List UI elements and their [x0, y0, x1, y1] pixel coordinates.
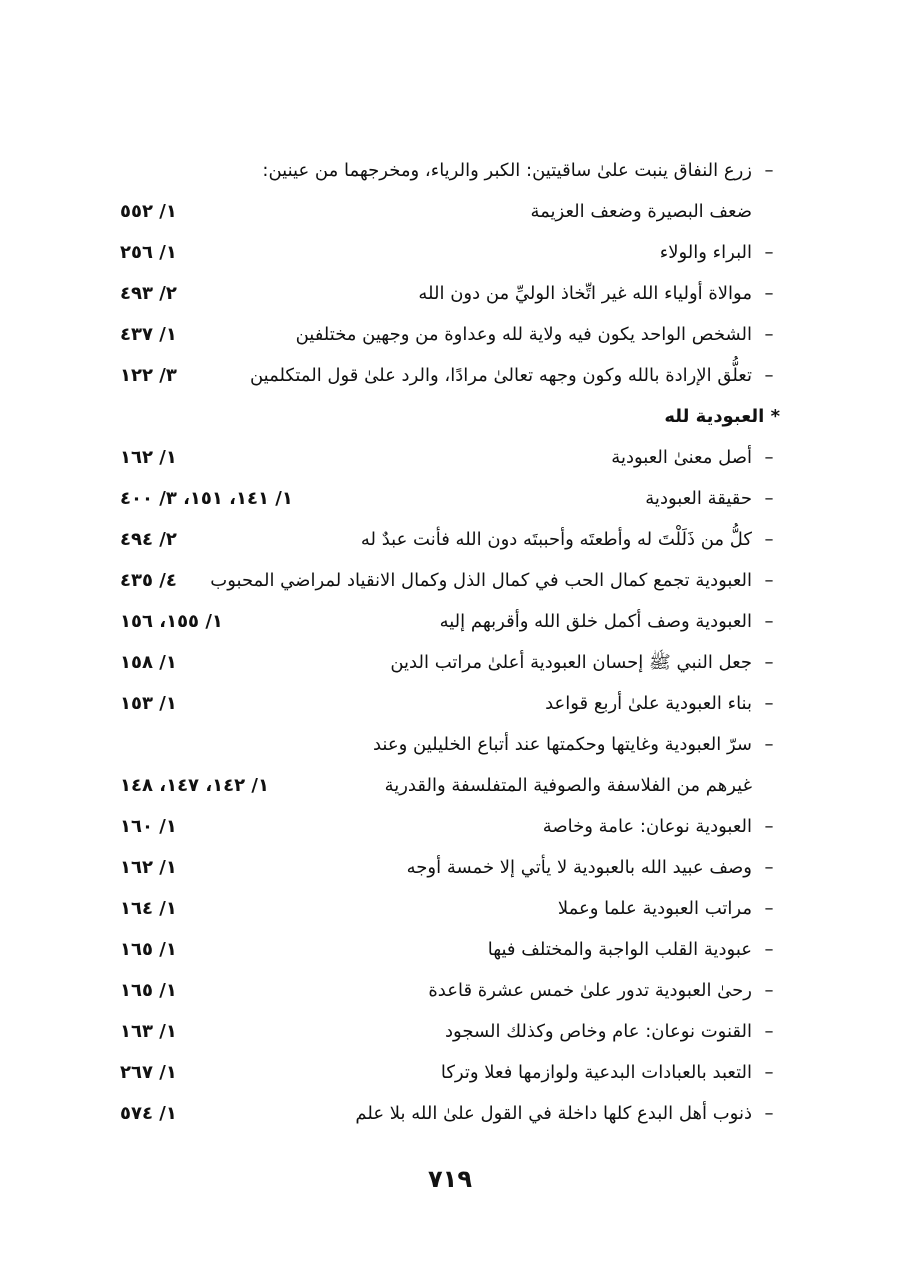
entry-text: حقيقة العبودية	[645, 488, 752, 509]
entry-text: موالاة أولياء الله غير اتِّخاذ الوليِّ من دون الله	[418, 283, 752, 304]
entry-page-ref: ١/ ١٦٥	[120, 939, 177, 960]
entry-dash: –	[764, 734, 774, 755]
entry-page-ref: ٢/ ٤٩٤	[120, 529, 177, 550]
index-entry	[120, 806, 780, 847]
index-entry	[120, 642, 780, 683]
entry-dash: –	[764, 529, 774, 550]
entry-dash: –	[764, 488, 774, 509]
entry-page-ref: ١/ ١٥٥، ١٥٦	[120, 611, 223, 632]
index-entry	[120, 1052, 780, 1093]
index-entry	[120, 273, 780, 314]
entry-dash: –	[764, 365, 774, 386]
entry-text: كلُّ من ذَلَلْتَ له وأطعتَه وأحببتَه دون الله فأنت عبدٌ له	[360, 529, 752, 550]
entry-dash: –	[764, 816, 774, 837]
entry-text: بناء العبودية علىٰ أربع قواعد	[545, 693, 752, 714]
index-entry	[120, 355, 780, 396]
entry-page-ref: ٤/ ٤٣٥	[120, 570, 177, 591]
entry-page-ref: ١/ ١٦٢	[120, 447, 177, 468]
entry-text: التعبد بالعبادات البدعية ولوازمها فعلا وتركا	[440, 1062, 752, 1083]
entry-page-ref: ١/ ١٦٤	[120, 898, 177, 919]
entry-text: العبودية تجمع كمال الحب في كمال الذل وكمال الانقياد لمراضي المحبوب	[210, 570, 752, 591]
index-entry	[120, 232, 780, 273]
entry-text: العبودية وصف أكمل خلق الله وأقربهم إليه	[439, 611, 752, 632]
index-entry	[120, 888, 780, 929]
entry-text: زرع النفاق ينبت علىٰ ساقيتين: الكبر والرياء، ومخرجهما من عينين:	[262, 160, 752, 181]
entry-text: عبودية القلب الواجبة والمختلف فيها	[487, 939, 752, 960]
heading-star: *	[770, 406, 780, 427]
index-entry	[120, 847, 780, 888]
entry-text: تعلُّق الإرادة بالله وكون وجهه تعالىٰ مرادًا، والرد علىٰ قول المتكلمين	[249, 365, 752, 386]
entry-dash: –	[764, 611, 774, 632]
entry-dash: –	[764, 693, 774, 714]
entry-dash: –	[764, 447, 774, 468]
entry-dash: –	[764, 1021, 774, 1042]
entry-page-ref: ١/ ١٥٨	[120, 652, 177, 673]
entry-dash: –	[764, 980, 774, 1001]
entry-page-ref: ١/ ٢٥٦	[120, 242, 177, 263]
heading-label: العبودية لله	[664, 406, 765, 427]
index-entry	[120, 314, 780, 355]
entry-page-ref: ١/ ١٤١، ١٥١، ٣/ ٤٠٠	[120, 488, 293, 509]
entry-page-ref: ١/ ١٥٣	[120, 693, 177, 714]
entry-text: القنوت نوعان: عام وخاص وكذلك السجود	[445, 1021, 752, 1042]
entry-text: العبودية نوعان: عامة وخاصة	[542, 816, 752, 837]
index-entry	[120, 1011, 780, 1052]
index-entry	[120, 724, 780, 765]
entry-text: أصل معنىٰ العبودية	[611, 447, 752, 468]
index-entry	[120, 601, 780, 642]
section-heading-text	[664, 396, 780, 437]
entry-page-ref: ١/ ١٦٢	[120, 857, 177, 878]
entry-text: ضعف البصيرة وضعف العزيمة	[530, 201, 752, 222]
entry-text: البراء والولاء	[659, 242, 752, 263]
entry-text: مراتب العبودية علما وعملا	[557, 898, 752, 919]
index-entry	[120, 560, 780, 601]
entry-page-ref: ١/ ١٦٠	[120, 816, 177, 837]
entry-dash: –	[764, 283, 774, 304]
entry-dash: –	[764, 570, 774, 591]
index-entry	[120, 191, 780, 232]
index-entry	[120, 478, 780, 519]
index-entry	[120, 683, 780, 724]
entry-dash: –	[764, 324, 774, 345]
index-entry	[120, 1093, 780, 1134]
index-entry	[120, 929, 780, 970]
page-number: ٧١٩	[428, 1165, 472, 1193]
entry-dash: –	[764, 160, 774, 181]
entry-page-ref: ١/ ٥٧٤	[120, 1103, 177, 1124]
index-entry	[120, 437, 780, 478]
entry-dash: –	[764, 242, 774, 263]
entry-text: رحىٰ العبودية تدور علىٰ خمس عشرة قاعدة	[428, 980, 752, 1001]
index-entry	[120, 150, 780, 191]
entry-page-ref: ١/ ٢٦٧	[120, 1062, 177, 1083]
entry-page-ref: ١/ ١٤٢، ١٤٧، ١٤٨	[120, 775, 269, 796]
entry-text: غيرهم من الفلاسفة والصوفية المتفلسفة والقدرية	[384, 775, 752, 796]
entry-text: وصف عبيد الله بالعبودية لا يأتي إلا خمسة أوجه	[406, 857, 752, 878]
entry-text: جعل النبي ﷺ إحسان العبودية أعلىٰ مراتب الدين	[390, 652, 752, 673]
index-entries	[120, 150, 780, 1134]
entry-page-ref: ٢/ ٤٩٣	[120, 283, 177, 304]
index-entry	[120, 765, 780, 806]
entry-dash: –	[764, 1062, 774, 1083]
entry-dash: –	[764, 857, 774, 878]
entry-dash: –	[764, 939, 774, 960]
index-entry	[120, 970, 780, 1011]
entry-text: سرّ العبودية وغايتها وحكمتها عند أتباع الخليلين وعند	[372, 734, 752, 755]
section-heading	[120, 396, 780, 437]
entry-page-ref: ١/ ١٦٣	[120, 1021, 177, 1042]
entry-page-ref: ١/ ٤٣٧	[120, 324, 177, 345]
entry-text: الشخص الواحد يكون فيه ولاية لله وعداوة من وجهين مختلفين	[295, 324, 752, 345]
entry-page-ref: ١/ ٥٥٢	[120, 201, 177, 222]
entry-dash: –	[764, 1103, 774, 1124]
entry-dash: –	[764, 652, 774, 673]
entry-text: ذنوب أهل البدع كلها داخلة في القول علىٰ الله بلا علم	[355, 1103, 752, 1124]
entry-dash: –	[764, 898, 774, 919]
index-entry	[120, 519, 780, 560]
entry-page-ref: ١/ ١٦٥	[120, 980, 177, 1001]
entry-page-ref: ٣/ ١٢٢	[120, 365, 177, 386]
